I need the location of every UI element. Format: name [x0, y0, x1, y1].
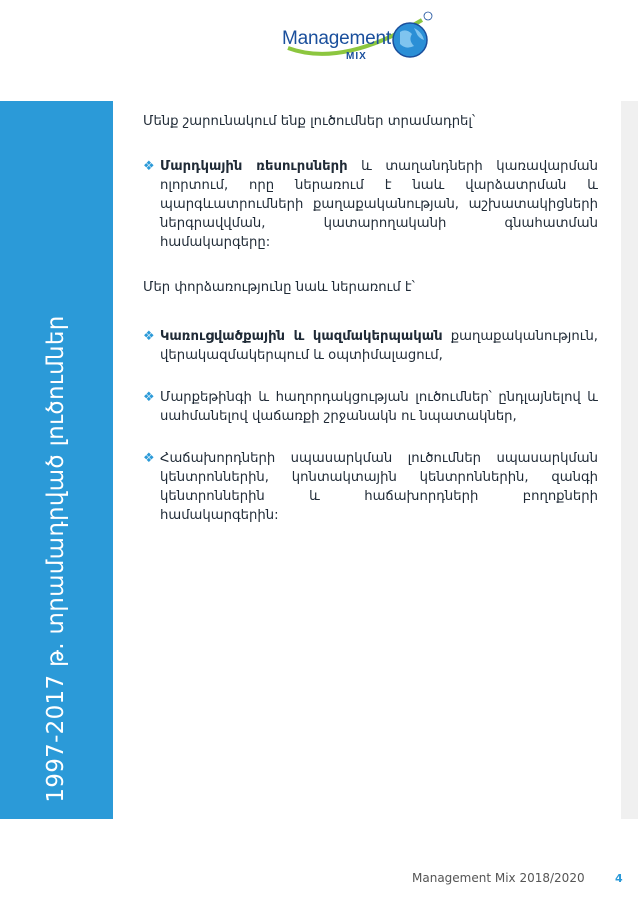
bullet-text: Մարքեթինգի և հաղորդակցության լուծումներ՝ ընդլայնելով և սահմանելով վաճառքի շրջանակն ու նպատակներ, [160, 390, 598, 424]
bullet-item [143, 157, 598, 252]
diamond-bullet-icon: ❖ [143, 159, 155, 174]
footer-text: Management Mix 2018/2020 [412, 871, 585, 885]
logo-subword: MIX [346, 51, 367, 62]
diamond-bullet-icon: ❖ [143, 451, 155, 466]
logo-wordmark: Management [282, 28, 391, 49]
bullet-item [143, 449, 598, 525]
diamond-bullet-icon: ❖ [143, 390, 155, 405]
bullet-text: քաղաքականություն, վերակազմակերպում և օպտիմալացում, [160, 329, 599, 363]
sidebar-band [0, 101, 113, 819]
bullet-text: Հաճախորդների սպասարկման լուծումներ սպասարկման կենտրոններին, կոնտակտային կենտրոններին, զանգի կենտրոններին և հաճախորդների բողոքների համակարգերին: [160, 451, 598, 523]
bullet-item [143, 388, 598, 426]
bullet-bold: Մարդկային ռեսուրսների [160, 159, 348, 174]
bullet-item [143, 327, 598, 365]
diamond-bullet-icon: ❖ [143, 329, 155, 344]
page-number: 4 [615, 872, 623, 885]
intro-text: Մենք շարունակում ենք լուծումներ տրամադրել՝ [143, 114, 476, 129]
sidebar-title: 1997-2017 թ. տրամադրված լուծումներ [43, 315, 69, 803]
main-content [143, 112, 598, 525]
management-mix-logo [282, 10, 434, 72]
right-strip [621, 101, 638, 819]
bullet-text: և տաղանդների կառավարման ոլորտում, որը ներառում է նաև վարձատրման և պարգևատրումների քաղաքականության, աշխատակիցների ներգրավվման, կատարողականի գնահատման համակարգերը: [160, 159, 599, 250]
intro2-text: Մեր փորձառությունը նաև ներառում է՝ [143, 280, 415, 295]
bullet-bold: Կառուցվածքային և կազմակերպական [160, 329, 443, 344]
